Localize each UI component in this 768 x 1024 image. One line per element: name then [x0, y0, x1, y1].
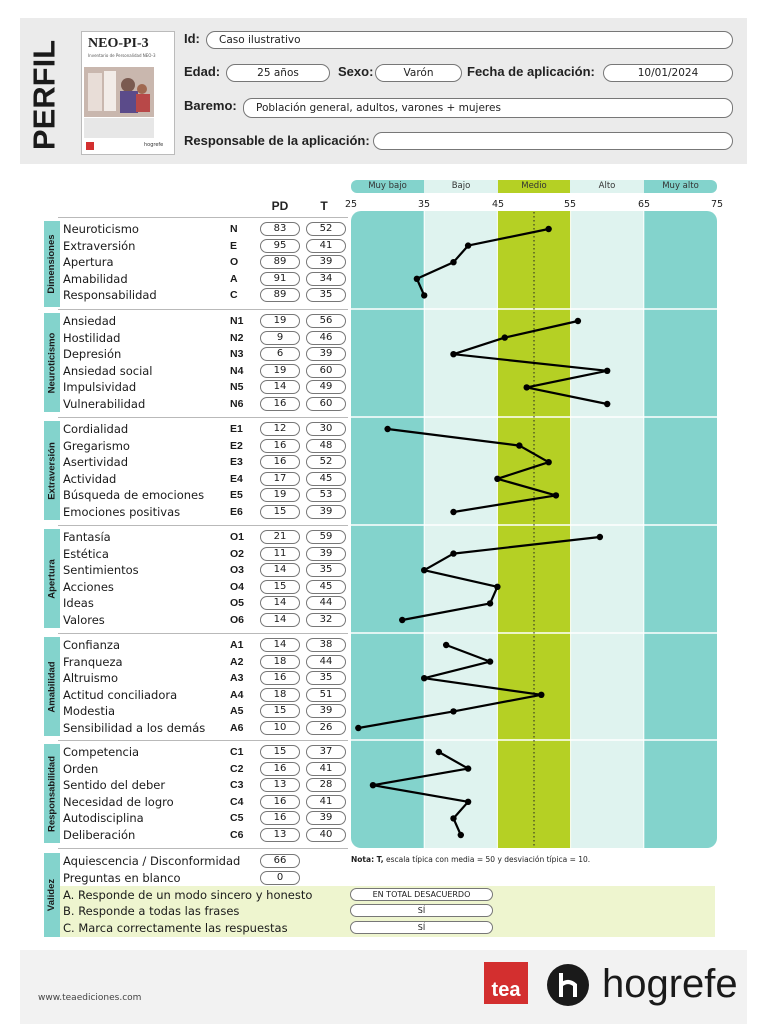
t-score[interactable]: 46 [306, 331, 346, 345]
profile-point [545, 459, 551, 465]
age-field[interactable]: 25 años [226, 64, 330, 82]
pd-score[interactable]: 21 [260, 530, 300, 544]
blanco-label: Preguntas en blanco [63, 871, 181, 885]
pd-score[interactable]: 15 [260, 580, 300, 594]
tick-label: 65 [637, 199, 651, 210]
pd-score[interactable]: 95 [260, 239, 300, 253]
t-score[interactable]: 26 [306, 721, 346, 735]
scale-label: Impulsividad [63, 380, 137, 395]
scale-label: Estética [63, 546, 109, 561]
t-score[interactable]: 35 [306, 288, 346, 302]
scale-code: N2 [230, 331, 244, 344]
scale-label: Altruismo [63, 671, 119, 686]
note-bold: Nota: T, [351, 855, 384, 864]
profile-point [553, 492, 559, 498]
profile-point [487, 658, 493, 664]
validity-item-label: C. Marca correctamente las respuestas [63, 921, 288, 935]
pd-score[interactable]: 18 [260, 655, 300, 669]
page-title [14, 40, 74, 150]
responsable-field[interactable] [373, 132, 733, 150]
profile-point [465, 242, 471, 248]
scale-code: N4 [230, 364, 244, 377]
pd-score[interactable]: 14 [260, 638, 300, 652]
pd-score[interactable]: 12 [260, 422, 300, 436]
scale-label: Sensibilidad a los demás [63, 721, 206, 735]
t-score[interactable]: 59 [306, 530, 346, 544]
scale-code: A2 [230, 655, 244, 668]
profile-point [487, 600, 493, 606]
pd-score[interactable]: 14 [260, 563, 300, 577]
profile-point [450, 351, 456, 357]
profile-point [355, 725, 361, 731]
pd-score[interactable]: 16 [260, 397, 300, 411]
t-score[interactable]: 39 [306, 255, 346, 269]
scale-label: Ideas [63, 596, 94, 611]
scale-label: Emociones positivas [63, 505, 181, 519]
pd-score[interactable]: 89 [260, 255, 300, 269]
sex-label: Sexo: [338, 64, 374, 79]
scale-code: N1 [230, 315, 244, 327]
band-medio: Medio [498, 180, 570, 193]
chart-note [351, 855, 590, 864]
scale-code: C2 [230, 762, 244, 775]
scale-label: Acciones [63, 579, 114, 594]
scale-label: Confianza [63, 638, 121, 652]
t-score[interactable]: 45 [306, 580, 346, 594]
tea-logo-text: tea [491, 979, 521, 1001]
tick-label: 45 [491, 199, 505, 210]
scale-code: N6 [230, 398, 244, 410]
pd-score[interactable]: 10 [260, 721, 300, 735]
chart-band [497, 210, 570, 850]
age-label: Edad: [184, 64, 221, 79]
scale-code: O [230, 256, 239, 269]
profile-point [443, 642, 449, 648]
scale-label: Sentimientos [63, 563, 139, 578]
profile-point [421, 567, 427, 573]
pd-score[interactable]: 17 [260, 472, 300, 486]
pd-score[interactable]: 13 [260, 778, 300, 792]
cover-photo [84, 67, 154, 117]
scale-code: C5 [230, 812, 244, 825]
t-score[interactable]: 39 [306, 505, 346, 519]
profile-point [414, 276, 420, 282]
pd-score[interactable]: 19 [260, 314, 300, 328]
t-score[interactable]: 40 [306, 828, 346, 842]
pd-score[interactable]: 18 [260, 688, 300, 702]
scale-code: E3 [230, 456, 243, 469]
group-label: Apertura [46, 558, 57, 599]
t-score[interactable]: 45 [306, 472, 346, 486]
scale-label: Responsabilidad [63, 288, 157, 303]
group-label: Neuroticismo [46, 332, 57, 393]
validity-item-label: B. Responde a todas las frases [63, 904, 240, 918]
scale-code: A1 [230, 639, 244, 651]
profile-point [523, 384, 529, 390]
pd-score[interactable]: 15 [260, 505, 300, 519]
scale-label: Amabilidad [63, 271, 128, 286]
pd-score[interactable]: 15 [260, 704, 300, 718]
scale-label: Ansiedad [63, 314, 117, 328]
profile-point [399, 617, 405, 623]
scale-code: C1 [230, 746, 244, 758]
scale-code: E1 [230, 423, 243, 435]
pd-score[interactable]: 15 [260, 745, 300, 759]
scale-code: E [230, 239, 238, 252]
scale-label: Modestia [63, 704, 116, 719]
group-separator [58, 417, 348, 418]
tick-label: 25 [344, 199, 358, 210]
profile-point [450, 815, 456, 821]
date-label: Fecha de aplicación: [467, 64, 595, 79]
t-score[interactable]: 28 [306, 778, 346, 792]
scale-code: N3 [230, 348, 244, 361]
pd-score[interactable]: 11 [260, 547, 300, 561]
t-score[interactable]: 53 [306, 488, 346, 502]
t-score[interactable]: 39 [306, 547, 346, 561]
pd-score[interactable]: 91 [260, 272, 300, 286]
pd-score[interactable]: 16 [260, 762, 300, 776]
t-score[interactable]: 32 [306, 613, 346, 627]
scale-label: Cordialidad [63, 422, 129, 436]
scale-label: Necesidad de logro [63, 794, 174, 809]
group-label: Responsabilidad [46, 755, 57, 832]
cover-band [84, 118, 154, 138]
scale-label: Competencia [63, 745, 140, 759]
validity-item-label: A. Responde de un modo sincero y honesto [63, 888, 313, 902]
pd-score[interactable]: 14 [260, 596, 300, 610]
band-bajo: Bajo [424, 180, 498, 193]
t-score[interactable]: 39 [306, 811, 346, 825]
responsable-label: Responsable de la aplicación: [184, 133, 370, 148]
profile-point [450, 509, 456, 515]
scale-label: Deliberación [63, 828, 136, 842]
blanco-score[interactable]: 0 [260, 871, 300, 885]
t-score[interactable]: 41 [306, 239, 346, 253]
profile-point [465, 765, 471, 771]
scale-label: Autodisciplina [63, 811, 144, 826]
profile-point [604, 401, 610, 407]
pd-score[interactable]: 83 [260, 222, 300, 236]
t-score[interactable]: 60 [306, 364, 346, 378]
t-score[interactable]: 35 [306, 671, 346, 685]
validez-label: Validez [46, 878, 57, 912]
t-column-header: T [320, 199, 328, 213]
note-rest: escala típica con media = 50 y desviación típica = 10. [383, 855, 591, 864]
t-score[interactable]: 41 [306, 795, 346, 809]
tick-label: 55 [563, 199, 577, 210]
profile-point [370, 782, 376, 788]
tick-label: 35 [417, 199, 431, 210]
profile-point [421, 675, 427, 681]
profile-point [450, 550, 456, 556]
chart-band [644, 210, 717, 850]
tea-logo [484, 962, 528, 1004]
baremo-field[interactable]: Población general, adultos, varones + mujeres [243, 98, 733, 118]
t-score[interactable]: 44 [306, 655, 346, 669]
date-field[interactable]: 10/01/2024 [603, 64, 733, 82]
profile-point [421, 292, 427, 298]
svg-text:PERFIL: PERFIL [26, 39, 62, 151]
scale-label: Hostilidad [63, 330, 121, 345]
t-score[interactable]: 52 [306, 455, 346, 469]
test-book-cover [81, 31, 175, 155]
scale-label: Vulnerabilidad [63, 397, 146, 411]
scale-code: C4 [230, 795, 244, 808]
profile-point [604, 368, 610, 374]
profile-chart [350, 210, 718, 850]
scale-label: Franqueza [63, 654, 123, 669]
scale-label: Búsqueda de emociones [63, 488, 205, 503]
t-score[interactable]: 51 [306, 688, 346, 702]
profile-point [458, 832, 464, 838]
group-separator [58, 848, 348, 849]
scale-code: O1 [230, 531, 245, 543]
chart-band [424, 210, 497, 850]
t-score[interactable]: 56 [306, 314, 346, 328]
pd-score[interactable]: 89 [260, 288, 300, 302]
pd-column-header: PD [271, 199, 289, 213]
pd-score[interactable]: 16 [260, 671, 300, 685]
hogrefe-logo-text: hogrefe [602, 962, 738, 1006]
baremo-label: Baremo: [184, 98, 237, 113]
profile-point [545, 226, 551, 232]
pd-score[interactable]: 16 [260, 455, 300, 469]
profile-point [450, 708, 456, 714]
scale-code: N5 [230, 381, 244, 394]
band-muy-bajo: Muy bajo [351, 180, 424, 193]
pd-score[interactable]: 16 [260, 439, 300, 453]
scale-code: A [230, 272, 238, 285]
profile-point [384, 426, 390, 432]
group-separator [58, 740, 348, 741]
id-field[interactable]: Caso ilustrativo [206, 31, 733, 49]
t-score[interactable]: 35 [306, 563, 346, 577]
pd-score[interactable]: 14 [260, 380, 300, 394]
scale-label: Extraversión [63, 238, 136, 253]
scale-label: Actividad [63, 471, 117, 486]
scale-code: A4 [230, 688, 244, 701]
group-label: Amabilidad [46, 660, 57, 713]
profile-point [538, 692, 544, 698]
t-score[interactable]: 41 [306, 762, 346, 776]
scale-code: E5 [230, 489, 243, 502]
cover-publisher: hogrefe [144, 142, 164, 148]
scale-label: Asertividad [63, 455, 129, 470]
t-score[interactable]: 39 [306, 704, 346, 718]
scale-code: O5 [230, 597, 245, 610]
chart-band [351, 210, 424, 850]
t-score[interactable]: 38 [306, 638, 346, 652]
scale-label: Orden [63, 761, 99, 776]
validity-item-value[interactable]: SÍ [350, 921, 493, 934]
hogrefe-logo-mark [546, 963, 590, 1007]
pd-score[interactable]: 13 [260, 828, 300, 842]
footer-url[interactable]: www.teaediciones.com [38, 993, 142, 1003]
chart-band [571, 210, 644, 850]
scale-code: A3 [230, 672, 244, 685]
profile-point [575, 318, 581, 324]
scale-label: Gregarismo [63, 438, 130, 453]
aquiescencia-score[interactable]: 66 [260, 854, 300, 868]
profile-point [436, 749, 442, 755]
scale-code: C6 [230, 829, 244, 841]
scale-code: O3 [230, 564, 245, 577]
scale-code: C [230, 289, 238, 302]
scale-code: C3 [230, 779, 244, 792]
cover-subtitle: Inventario de Personalidad NEO-3 [88, 53, 156, 58]
scale-code: A6 [230, 722, 244, 734]
t-score[interactable]: 49 [306, 380, 346, 394]
scale-label: Ansiedad social [63, 363, 153, 378]
pd-score[interactable]: 16 [260, 811, 300, 825]
tea-mini-logo [86, 142, 94, 150]
validity-item-value[interactable]: EN TOTAL DESACUERDO [350, 888, 493, 901]
band-muy-alto: Muy alto [644, 180, 717, 193]
profile-point [597, 534, 603, 540]
profile-point [494, 476, 500, 482]
pd-score[interactable]: 19 [260, 364, 300, 378]
t-score[interactable]: 39 [306, 347, 346, 361]
scale-label: Fantasía [63, 530, 111, 544]
validity-item-value[interactable]: SÍ [350, 904, 493, 917]
scale-code: A5 [230, 705, 244, 718]
pd-score[interactable]: 9 [260, 331, 300, 345]
t-score[interactable]: 52 [306, 222, 346, 236]
id-label: Id: [184, 31, 200, 46]
scale-code: O4 [230, 580, 245, 593]
group-separator [58, 217, 348, 218]
t-score[interactable]: 30 [306, 422, 346, 436]
scale-label: Valores [63, 613, 105, 627]
chart-bands [350, 210, 718, 850]
pd-score[interactable]: 14 [260, 613, 300, 627]
scale-label: Neuroticismo [63, 222, 139, 236]
group-label: Dimensiones [46, 234, 57, 294]
scale-label: Depresión [63, 347, 122, 362]
sex-field[interactable]: Varón [375, 64, 462, 82]
t-score[interactable]: 60 [306, 397, 346, 411]
group-separator [58, 525, 348, 526]
profile-point [502, 334, 508, 340]
group-label: Extraversión [46, 441, 57, 500]
scale-code: O2 [230, 547, 245, 560]
t-score[interactable]: 34 [306, 272, 346, 286]
profile-point [450, 259, 456, 265]
profile-point [465, 799, 471, 805]
cover-title: NEO-PI-3 [88, 36, 149, 51]
t-score[interactable]: 48 [306, 439, 346, 453]
pd-score[interactable]: 16 [260, 795, 300, 809]
t-score[interactable]: 44 [306, 596, 346, 610]
scale-code: E2 [230, 439, 243, 452]
pd-score[interactable]: 6 [260, 347, 300, 361]
tick-label: 75 [710, 199, 724, 210]
profile-point [494, 584, 500, 590]
scale-code: N [230, 223, 238, 235]
scale-code: E4 [230, 472, 243, 485]
scale-code: O6 [230, 614, 245, 626]
t-score[interactable]: 37 [306, 745, 346, 759]
aquiescencia-label: Aquiescencia / Disconformidad [63, 854, 241, 868]
scale-label: Sentido del deber [63, 778, 166, 793]
group-separator [58, 309, 348, 310]
profile-point [516, 442, 522, 448]
scale-code: E6 [230, 506, 243, 518]
scale-label: Apertura [63, 255, 114, 270]
band-alto: Alto [570, 180, 644, 193]
pd-score[interactable]: 19 [260, 488, 300, 502]
scale-label: Actitud conciliadora [63, 687, 178, 702]
group-separator [58, 633, 348, 634]
